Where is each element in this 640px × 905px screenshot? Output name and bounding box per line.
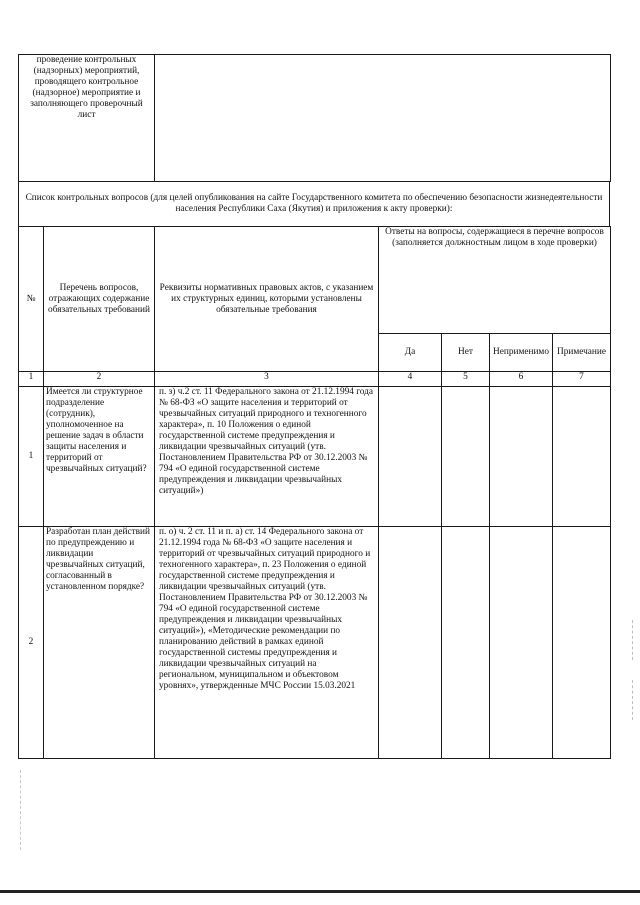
row-question: Имеется ли структурное подразделение (сотрудник), уполномоченное на решение задач в области защиты населения и территорий от чрезвычайных ситуаций? — [44, 387, 155, 527]
header-yes: Да — [379, 334, 442, 372]
table-row — [19, 527, 611, 759]
checklist-table — [18, 226, 611, 759]
page-bottom-edge — [0, 890, 640, 893]
row-num: 2 — [19, 527, 44, 759]
answer-not-applicable-cell[interactable] — [490, 527, 553, 759]
row-requisite: п. о) ч. 2 ст. 11 и п. а) ст. 14 Федерального закона от 21.12.1994 года № 68-ФЗ «О защите населения и территорий от чрезвычайных ситуаций природного и техногенного характера», п. 23 Положения о единой государственной системе предупреждения и ликвидации чрезвычайных ситуаций (утв. Постановлением Правительства РФ от 30.12.2003 № 794 «О единой государственной системе предупреждения и ликвидации чрезвычайных ситуаций»), «Методические рекомендации по планированию действий в рамках единой государственной системы предупреждения и ликвидации чрезвычайных ситуаций на региональном, муниципальном и объектовом уровнях», утвержденные МЧС России 15.03.2021 — [155, 527, 379, 759]
col-number: 5 — [442, 372, 490, 387]
col-number: 4 — [379, 372, 442, 387]
col-number: 7 — [553, 372, 611, 387]
header-note: Примечание — [553, 334, 611, 372]
row-num: 1 — [19, 387, 44, 527]
col-number: 1 — [19, 372, 44, 387]
header-not-applicable: Неприменимо — [490, 334, 553, 372]
caption-table — [18, 181, 610, 227]
header-questions: Перечень вопросов, отражающих содержание обязательных требований — [44, 227, 155, 372]
row-question: Разработан план действий по предупреждению и ликвидации чрезвычайных ситуаций, согласованный в установленном порядке? — [44, 527, 155, 759]
checklist-caption: Список контрольных вопросов (для целей опубликования на сайте Государственного комитета по обеспечению безопасности жизнедеятельности населения Республики Саха (Якутия) и приложения к акту проверки): — [19, 182, 610, 227]
scan-artifact-line — [632, 680, 634, 720]
header-answers: Ответы на вопросы, содержащиеся в перечне вопросов (заполняется должностным лицом в ходе проверки) — [379, 227, 611, 334]
scan-artifact-line — [20, 770, 22, 850]
table-row — [19, 387, 611, 527]
inspector-info-table — [18, 54, 611, 182]
row-requisite: п. з) ч.2 ст. 11 Федерального закона от 21.12.1994 года № 68-ФЗ «О защите населения и территорий от чрезвычайных ситуаций природного и техногенного характера», п. 10 Положения о единой государственной системе предупреждения и ликвидации чрезвычайных ситуаций (утв. Постановлением Правительства РФ от 30.12.2003 № 794 «О единой государственной системе предупреждения и ликвидации чрезвычайных ситуаций») — [155, 387, 379, 527]
scan-artifact-line — [632, 620, 634, 660]
answer-yes-cell[interactable] — [379, 387, 442, 527]
inspector-info-value — [155, 55, 611, 182]
col-number: 2 — [44, 372, 155, 387]
answer-note-cell[interactable] — [553, 387, 611, 527]
header-no: Нет — [442, 334, 490, 372]
inspector-info-label: проведение контрольных (надзорных) мероприятий, проводящего контрольное (надзорное) мероприятие и заполняющего проверочный лист — [19, 55, 155, 182]
answer-note-cell[interactable] — [553, 527, 611, 759]
col-number: 3 — [155, 372, 379, 387]
answer-no-cell[interactable] — [442, 527, 490, 759]
answer-not-applicable-cell[interactable] — [490, 387, 553, 527]
col-number: 6 — [490, 372, 553, 387]
header-num: № — [19, 227, 44, 372]
answer-yes-cell[interactable] — [379, 527, 442, 759]
header-requisites: Реквизиты нормативных правовых актов, с указанием их структурных единиц, которыми установлены обязательные требования — [155, 227, 379, 372]
answer-no-cell[interactable] — [442, 387, 490, 527]
